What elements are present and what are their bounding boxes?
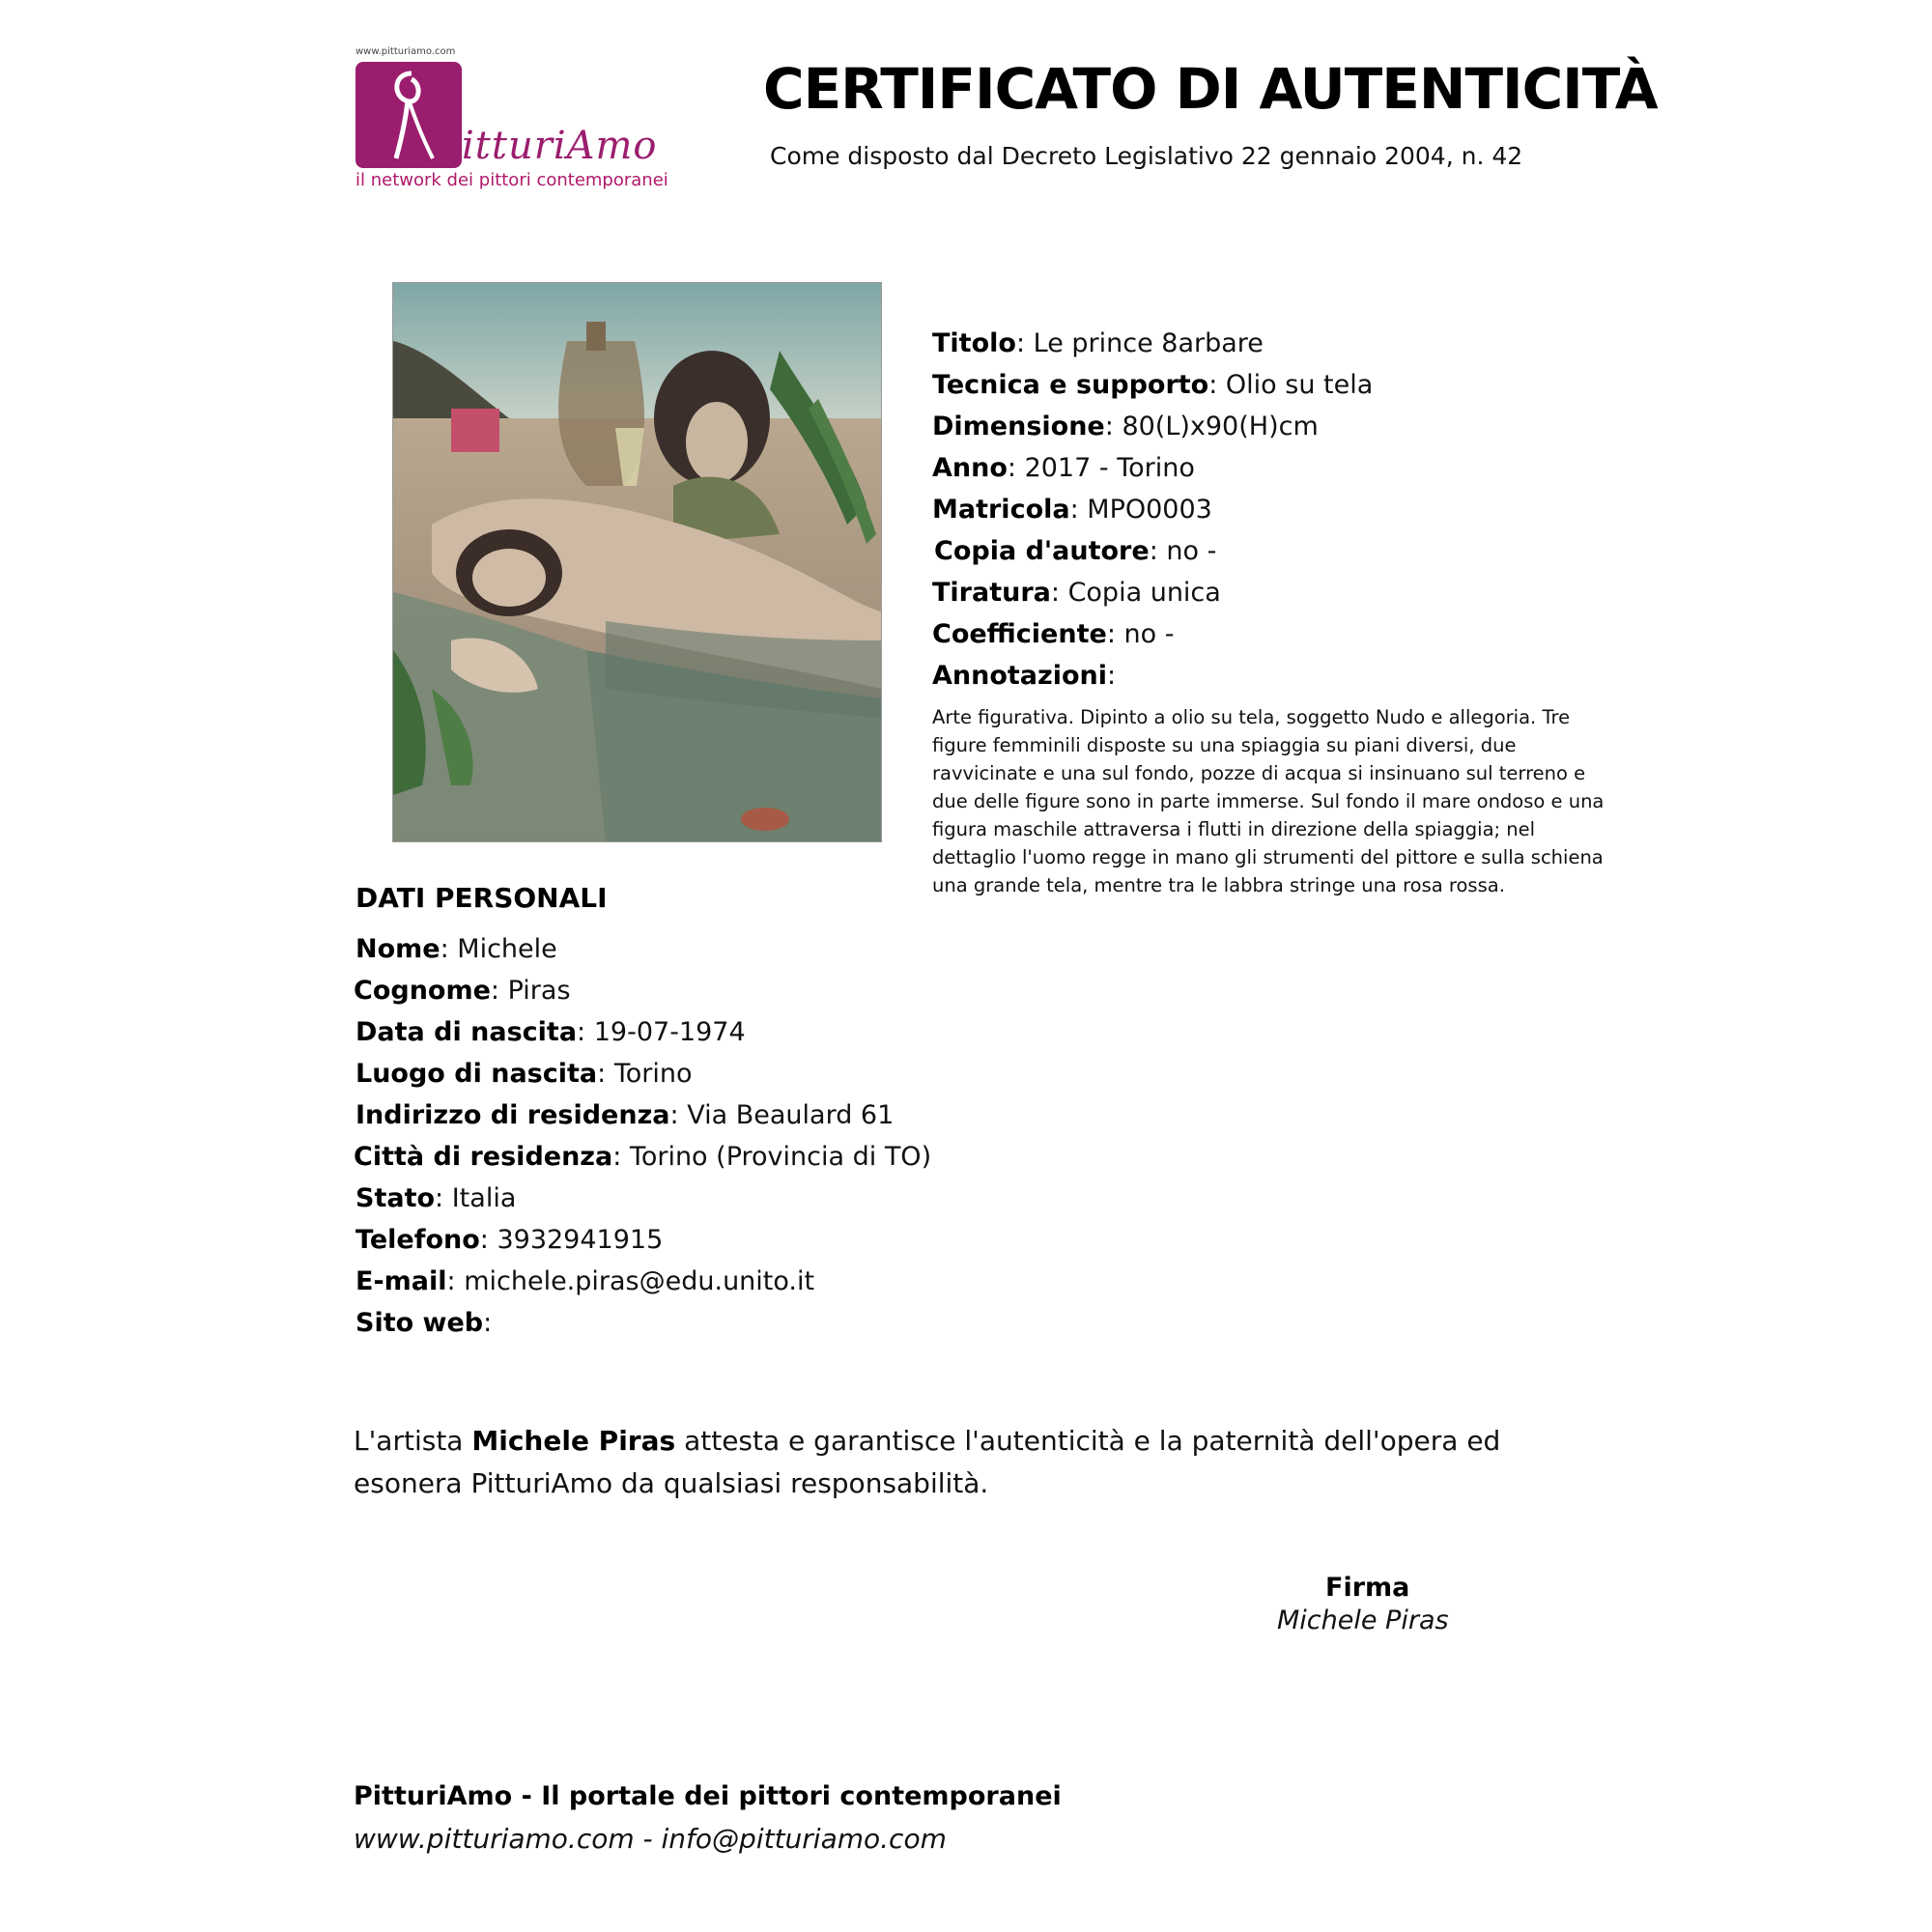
detail-value: no - [1166,536,1217,566]
detail-label: Coefficiente [932,619,1107,649]
detail-label: Tiratura [932,578,1051,608]
personal-label: Nome [355,934,440,964]
logo-mark [355,62,462,168]
logo-wordmark: itturiAmo [462,124,658,168]
personal-label: Data di nascita [355,1017,578,1047]
personal-label: Sito web [355,1308,484,1338]
detail-titolo: Titolo: Le prince 8arbare [932,328,1264,358]
personal-value: 19-07-1974 [593,1017,746,1047]
detail-value: 2017 - Torino [1024,453,1195,483]
painting-illustration [393,283,881,841]
personal-cognome: Cognome: Piras [354,976,571,1006]
footer-title: PitturiAmo - Il portale dei pittori contemporanei [354,1781,1062,1811]
detail-label: Tecnica e supporto [932,370,1209,400]
section-title-dati-personali: DATI PERSONALI [355,882,608,914]
statement-suffix: attesta e garantisce l'autenticità e la paternità dell'opera ed esonera PitturiAmo da qualsiasi responsabilità. [354,1425,1501,1499]
personal-stato: Stato: Italia [355,1183,517,1213]
statement-prefix: L'artista [354,1425,472,1457]
detail-anno: Anno: 2017 - Torino [932,453,1195,483]
statement-artist: Michele Piras [471,1425,676,1457]
detail-label: Annotazioni [932,661,1108,691]
personal-value: Piras [507,976,571,1006]
detail-label: Anno [932,453,1008,483]
detail-value: 80(L)x90(H)cm [1122,412,1319,441]
authenticity-statement [354,1420,1609,1505]
personal-label: Luogo di nascita [355,1059,598,1089]
personal-value: Torino [613,1059,693,1089]
annotazioni-text: Arte figurativa. Dipinto a olio su tela, soggetto Nudo e allegoria. Tre figure femminili disposte su una spiaggia su piani diversi, due ravvicinate e una sul fondo, pozze di acqua si insinuano sul terreno e due delle figure sono in parte immerse. Sul fondo il mare ondoso e una figura maschile attraversa i flutti in direzione della spiaggia; nel dettaglio l'uomo regge in mano gli strumenti del pittore e sulla schiena una grande tela, mentre tra le labbra stringe una rosa rossa. [932,706,1605,896]
detail-label: Matricola [932,495,1070,525]
personal-citta: Città di residenza: Torino (Provincia di TO) [354,1142,932,1172]
detail-dimensione: Dimensione: 80(L)x90(H)cm [932,412,1319,441]
detail-tecnica: Tecnica e supporto: Olio su tela [932,370,1374,400]
personal-data-nascita: Data di nascita: 19-07-1974 [355,1017,746,1047]
logo-url: www.pitturiamo.com [355,46,456,57]
logo-tagline: il network dei pittori contemporanei [355,170,668,190]
personal-email: E-mail: michele.piras@edu.unito.it [355,1266,815,1296]
detail-value: no - [1123,619,1175,649]
personal-value: Italia [451,1183,517,1213]
personal-label: E-mail [355,1266,447,1296]
personal-value: Michele [457,934,557,964]
personal-value: Torino (Provincia di TO) [629,1142,932,1172]
personal-value: Via Beaulard 61 [687,1100,895,1130]
personal-label: Stato [355,1183,436,1213]
painting-image [392,282,882,842]
personal-sito-web: Sito web: [355,1308,493,1338]
detail-label: Titolo [932,328,1016,358]
personal-indirizzo: Indirizzo di residenza: Via Beaulard 61 [355,1100,895,1130]
detail-tiratura: Tiratura: Copia unica [932,578,1221,608]
detail-coefficiente: Coefficiente: no - [932,619,1175,649]
personal-label: Cognome [354,976,491,1006]
detail-value: MPO0003 [1087,495,1212,525]
personal-nome: Nome: Michele [355,934,557,964]
footer-links: www.pitturiamo.com - info@pitturiamo.com [354,1823,947,1855]
detail-copia: Copia d'autore: no - [934,536,1217,566]
detail-label: Copia d'autore [934,536,1150,566]
signature-name: Michele Piras [1277,1605,1449,1635]
personal-telefono: Telefono: 3932941915 [355,1225,664,1255]
personal-luogo-nascita: Luogo di nascita: Torino [355,1059,693,1089]
personal-label: Indirizzo di residenza [355,1100,670,1130]
signature-label: Firma [1325,1573,1410,1603]
personal-label: Città di residenza [354,1142,613,1172]
certificate-title: CERTIFICATO DI AUTENTICITÀ [763,56,1658,122]
detail-annotazioni: Annotazioni: [932,661,1117,691]
detail-label: Dimensione [932,412,1105,441]
personal-label: Telefono [355,1225,480,1255]
personal-value: 3932941915 [497,1225,664,1255]
detail-value: Le prince 8arbare [1033,328,1264,358]
detail-matricola: Matricola: MPO0003 [932,495,1212,525]
certificate-subtitle: Come disposto dal Decreto Legislativo 22 gennaio 2004, n. 42 [770,142,1523,170]
detail-value: Olio su tela [1225,370,1374,400]
ribbon-icon [355,62,462,168]
personal-value: michele.piras@edu.unito.it [464,1266,815,1296]
detail-value: Copia unica [1067,578,1221,608]
